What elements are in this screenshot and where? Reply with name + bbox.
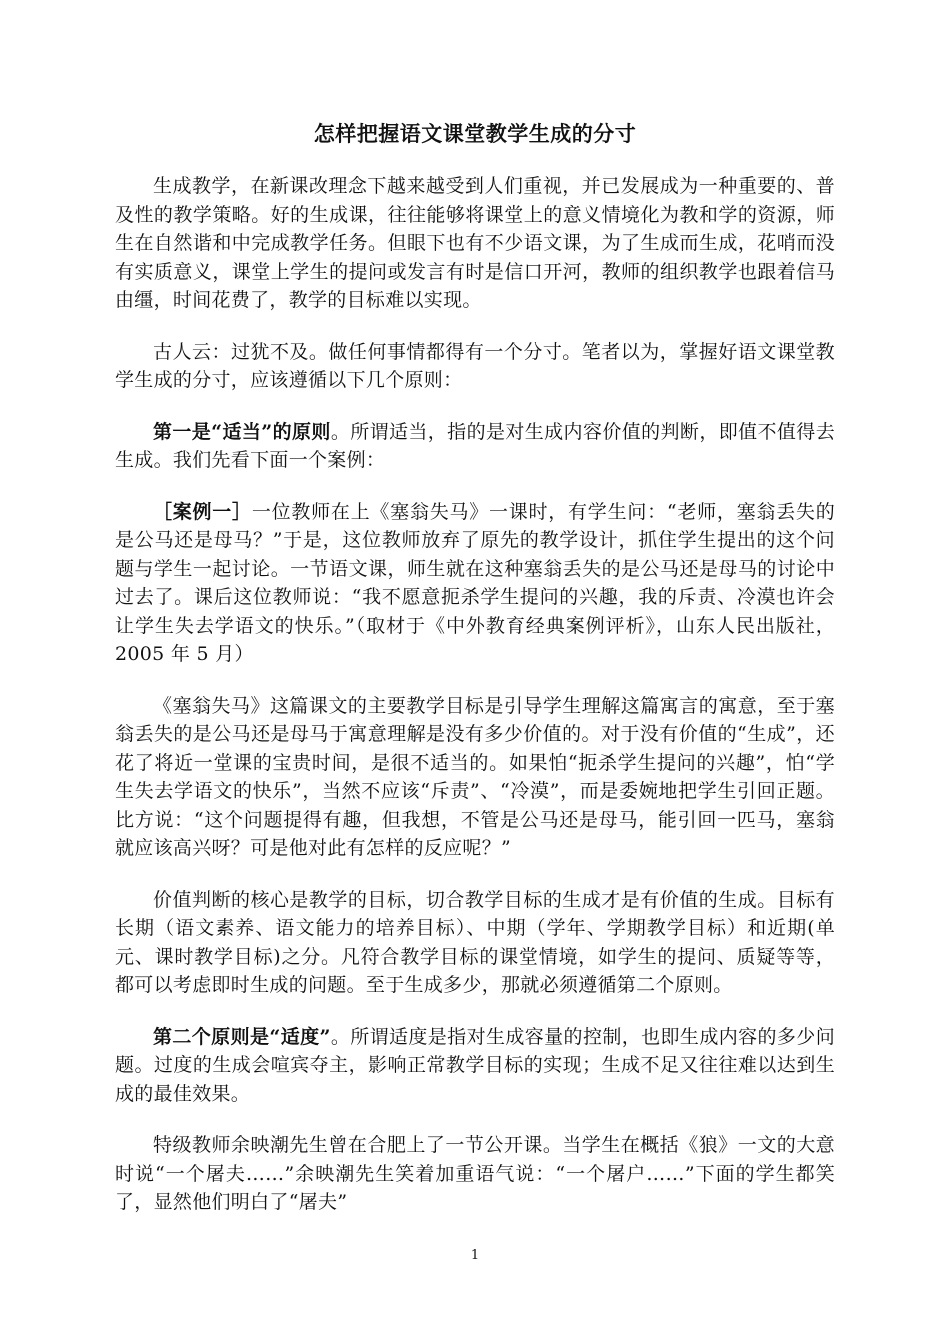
paragraph-7: 第二个原则是“适度”。所谓适度是指对生成容量的控制，也即生成内容的多少问题。过度的生成会喧宾夺主，影响正常教学目标的实现；生成不足又往往难以达到生成的最佳效果。: [115, 1025, 835, 1105]
page-number: 1: [470, 1248, 480, 1263]
paragraph-5: 《塞翁失马》这篇课文的主要教学目标是引导学生理解这篇寓言的寓意，至于塞翁丢失的是公马还是母马于寓意理解是没有多少价值的。对于没有价值的“生成”，还花了将近一堂课的宝贵时间，是很不适当的。如果怕“扼杀学生提问的兴趣”，怕“学生失去学语文的快乐”，当然不应该“斥责”、“冷漠”，而是委婉地把学生引回正题。比方说：“这个问题提得有趣，但我想，不管是公马还是母马，能引回一匹马，塞翁就应该高兴呀？可是他对此有怎样的反应呢？”: [115, 694, 835, 859]
paragraph-6: 价值判断的核心是教学的目标，切合教学目标的生成才是有价值的生成。目标有长期（语文素养、语文能力的培养目标）、中期（学年、学期教学目标）和近期(单元、课时教学目标)之分。凡符合教学目标的课堂情境，如学生的提问、质疑等等，都可以考虑即时生成的问题。至于生成多少，那就必须遵循第二个原则。: [115, 888, 835, 996]
document-body: [115, 118, 835, 1240]
paragraph-4: ［案例一］一位教师在上《塞翁失马》一课时，有学生问：“老师，塞翁丢失的是公马还是母马？”于是，这位教师放弃了原先的教学设计，抓住学生提出的这个问题与学生一起讨论。一节语文课，师生就在这种塞翁丢失的是公马还是母马的讨论中过去了。课后这位教师说：“我不愿意扼杀学生提问的兴趣，我的斥责、冷漠也许会让学生失去学语文的快乐。”（取材于《中外教育经典案例评析》，山东人民出版社，2005 年 5 月）: [115, 500, 835, 665]
principle-2-heading: 第二个原则是“适度”: [153, 1025, 331, 1048]
paragraph-8: 特级教师余映潮先生曾在合肥上了一节公开课。当学生在概括《狼》一文的大意时说“一个屠夫……”余映潮先生笑着加重语气说：“一个屠户……”下面的学生都笑了，显然他们明白了“屠夫”: [115, 1134, 835, 1213]
case-1-label: ［案例一］: [153, 500, 252, 523]
document-title: 怎样把握语文课堂教学生成的分寸: [313, 121, 637, 146]
principle-1-heading: 第一是“适当”的原则: [153, 420, 331, 443]
paragraph-3: 第一是“适当”的原则。所谓适当，指的是对生成内容价值的判断，即值不值得去生成。我们先看下面一个案例：: [115, 420, 835, 471]
paragraph-1: 生成教学，在新课改理念下越来越受到人们重视，并已发展成为一种重要的、普及性的教学策略。好的生成课，往往能够将课堂上的意义情境化为教和学的资源，师生在自然谐和中完成教学任务。但眼下也有不少语文课，为了生成而生成，花哨而没有实质意义，课堂上学生的提问或发言有时是信口开河，教师的组织教学也跟着信马由缰，时间花费了，教学的目标难以实现。: [115, 175, 835, 311]
paragraph-2: 古人云：过犹不及。做任何事情都得有一个分寸。笔者以为，掌握好语文课堂教学生成的分寸，应该遵循以下几个原则：: [115, 340, 835, 391]
